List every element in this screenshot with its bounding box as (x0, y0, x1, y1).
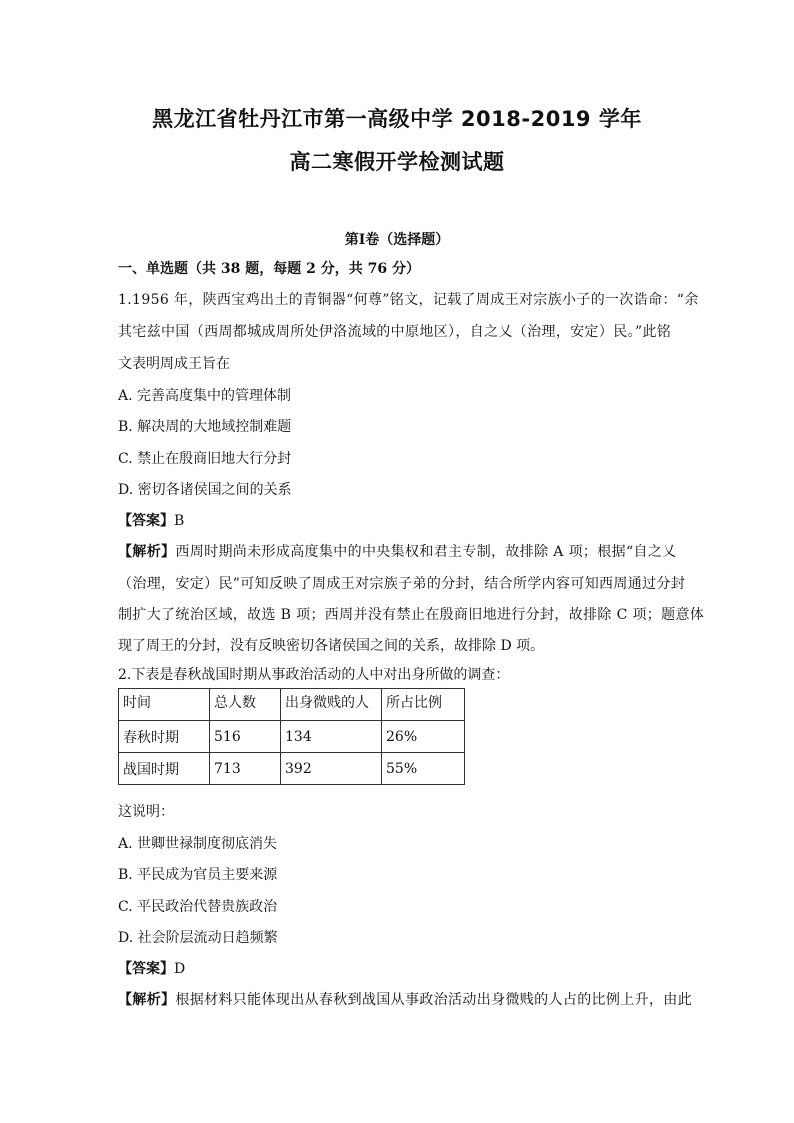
q1-answer-value: B (174, 513, 185, 529)
q2-data-table (118, 688, 465, 785)
table-cell: 516 (210, 721, 281, 753)
table-header-cell: 时间 (119, 689, 210, 721)
table-header-cell: 总人数 (210, 689, 281, 721)
q1-answer-label: 【答案】 (118, 513, 174, 529)
table-cell: 战国时期 (119, 753, 210, 785)
q1-option-d: D. 密切各诸侯国之间的关系 (118, 482, 292, 498)
table-row (119, 753, 465, 785)
q2-analysis-text-1: 根据材料只能体现出从春秋到战国从事政治活动出身微贱的人占的比例上升，由此 (175, 992, 693, 1008)
table-header-cell: 所占比例 (382, 689, 465, 721)
q1-analysis-line-1 (118, 545, 677, 559)
table-cell: 55% (382, 753, 465, 785)
table-row (119, 721, 465, 753)
q1-analysis-line-2: （治理，安定）民”可知反映了周成王对宗族子弟的分封，结合所学内容可知西周通过分封 (118, 576, 686, 592)
table-header-row (119, 689, 465, 721)
q1-option-b: B. 解决周的大地域控制难题 (118, 419, 292, 435)
q2-stem: 2.下表是春秋战国时期从事政治活动的人中对出身所做的调查： (118, 667, 510, 683)
section-title: 第Ⅰ卷（选择题） (344, 232, 450, 248)
q2-answer (118, 962, 185, 976)
q2-answer-value: D (174, 961, 186, 977)
q1-analysis-line-3: 制扩大了统治区域，故选 B 项；西周并没有禁止在殷商旧地进行分封，故排除 C 项；题意体 (118, 607, 705, 623)
table-header-cell: 出身微贱的人 (281, 689, 382, 721)
document-title-line-1: 黑龙江省牡丹江市第一高级中学 2018-2019 学年 (152, 107, 642, 131)
q2-analysis-label: 【解析】 (118, 992, 176, 1008)
table-cell: 392 (281, 753, 382, 785)
q1-stem-line-3: 文表明周成王旨在 (118, 356, 230, 372)
q1-option-c: C. 禁止在殷商旧地大行分封 (118, 451, 292, 467)
q1-analysis-label: 【解析】 (118, 544, 176, 560)
q2-answer-label: 【答案】 (118, 961, 174, 977)
q2-option-b: B. 平民成为官员主要来源 (118, 867, 278, 883)
q1-stem-line-1: 1.1956 年，陕西宝鸡出土的青铜器“何尊”铭文，记载了周成王对宗族小子的一次诰命：“余 (118, 292, 699, 308)
q1-answer (118, 514, 184, 528)
q2-option-c: C. 平民政治代替贵族政治 (118, 899, 278, 915)
q2-option-a: A. 世卿世禄制度彻底消失 (118, 836, 278, 852)
q1-stem-line-2: 其宅兹中国（西周都城成周所处伊洛流域的中原地区），自之乂（治理，安定）民。”此铭 (118, 324, 672, 340)
q2-analysis-line-1 (118, 993, 692, 1007)
q1-analysis-line-4: 现了周王的分封，没有反映密切各诸侯国之间的关系，故排除 D 项。 (118, 638, 545, 654)
q2-option-d: D. 社会阶层流动日趋频繁 (118, 930, 278, 946)
q2-after-table: 这说明： (118, 804, 174, 820)
table-cell: 春秋时期 (119, 721, 210, 753)
table-cell: 26% (382, 721, 465, 753)
table-cell: 134 (281, 721, 382, 753)
q1-option-a: A. 完善高度集中的管理体制 (118, 388, 292, 404)
document-title-line-2: 高二寒假开学检测试题 (289, 150, 505, 174)
table-cell: 713 (210, 753, 281, 785)
part-heading: 一、单选题（共 38 题，每题 2 分，共 76 分） (118, 261, 420, 277)
q1-analysis-text-1: 西周时期尚未形成高度集中的中央集权和君主专制，故排除 A 项；根据“自之乂 (175, 544, 677, 560)
